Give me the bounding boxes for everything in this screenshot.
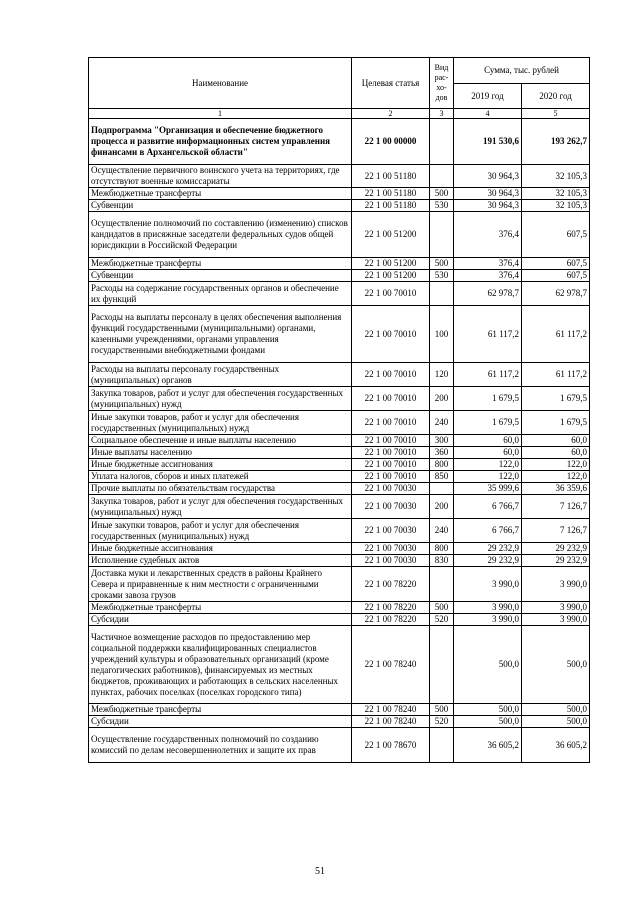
row-target-article: 22 1 00 70030	[352, 543, 430, 555]
row-expense-type	[430, 165, 454, 188]
page-number: 51	[315, 866, 325, 877]
row-target-article: 22 1 00 70030	[352, 495, 430, 519]
budget-table	[88, 57, 590, 763]
row-name: Исполнение судебных актов	[89, 555, 352, 567]
row-expense-type	[430, 483, 454, 495]
table-row	[89, 282, 590, 306]
table-row	[89, 543, 590, 555]
row-expense-type: 530	[430, 200, 454, 212]
row-name: Иные выплаты населению	[89, 447, 352, 459]
row-expense-type	[430, 626, 454, 704]
row-name: Социальное обеспечение и иные выплаты населению	[89, 435, 352, 447]
table-row	[89, 258, 590, 270]
row-target-article: 22 1 00 70010	[352, 459, 430, 471]
row-expense-type: 850	[430, 471, 454, 483]
row-name: Расходы на содержание государственных органов и обеспечение их функций	[89, 282, 352, 306]
row-value-2020: 61 117,2	[522, 363, 590, 387]
table-row	[89, 200, 590, 212]
header-expense-type: Вид рас- хо- дов	[430, 58, 454, 109]
row-value-2019: 3 990,0	[454, 602, 522, 614]
table-row	[89, 165, 590, 188]
row-name: Частичное возмещение расходов по предоставлению мер социальной поддержки квалифицированных специалистов учреждений культуры и образовательных организаций (кроме педагогических работников), финансируемых из местных бюджетов, проживающих и работающих в сельских населенных пунктах, рабочих поселках (поселках городского типа)	[89, 626, 352, 704]
row-target-article: 22 1 00 78240	[352, 626, 430, 704]
row-value-2019: 122,0	[454, 471, 522, 483]
row-expense-type: 360	[430, 447, 454, 459]
row-expense-type: 500	[430, 602, 454, 614]
row-expense-type: 240	[430, 519, 454, 543]
row-name: Осуществление государственных полномочий по созданию комиссий по делам несовершеннолетних и защите их прав	[89, 728, 352, 763]
row-target-article: 22 1 00 70030	[352, 555, 430, 567]
row-name: Межбюджетные трансферты	[89, 258, 352, 270]
row-value-2019: 500,0	[454, 704, 522, 716]
row-expense-type: 800	[430, 543, 454, 555]
row-name: Иные бюджетные ассигнования	[89, 459, 352, 471]
table-row	[89, 387, 590, 411]
column-number-3: 3	[430, 109, 454, 119]
row-name: Уплата налогов, сборов и иных платежей	[89, 471, 352, 483]
row-value-2019: 30 964,3	[454, 200, 522, 212]
table-row	[89, 471, 590, 483]
table-row	[89, 119, 590, 165]
table-row	[89, 188, 590, 200]
row-target-article: 22 1 00 70030	[352, 519, 430, 543]
row-target-article: 22 1 00 70010	[352, 282, 430, 306]
row-name: Доставка муки и лекарственных средств в районы Крайнего Севера и приравненные к ним местности с ограниченными сроками завоза грузов	[89, 567, 352, 602]
table-row	[89, 447, 590, 459]
row-value-2019: 29 232,9	[454, 555, 522, 567]
row-target-article: 22 1 00 78220	[352, 567, 430, 602]
row-value-2020: 29 232,9	[522, 543, 590, 555]
header-sum: Сумма, тыс. рублей	[454, 58, 590, 84]
row-value-2020: 3 990,0	[522, 614, 590, 626]
table-row	[89, 495, 590, 519]
row-target-article: 22 1 00 70010	[352, 363, 430, 387]
row-target-article: 22 1 00 70010	[352, 387, 430, 411]
row-value-2019: 62 978,7	[454, 282, 522, 306]
header-year-2020: 2020 год	[522, 84, 590, 109]
row-value-2020: 607,5	[522, 258, 590, 270]
row-expense-type: 520	[430, 716, 454, 728]
row-expense-type: 240	[430, 411, 454, 435]
row-target-article: 22 1 00 78240	[352, 716, 430, 728]
row-target-article: 22 1 00 78220	[352, 602, 430, 614]
table-row	[89, 212, 590, 258]
table-row	[89, 306, 590, 363]
row-value-2020: 60,0	[522, 447, 590, 459]
row-value-2020: 1 679,5	[522, 411, 590, 435]
row-value-2020: 29 232,9	[522, 555, 590, 567]
row-value-2020: 62 978,7	[522, 282, 590, 306]
row-name: Межбюджетные трансферты	[89, 704, 352, 716]
row-expense-type: 500	[430, 258, 454, 270]
table-row	[89, 614, 590, 626]
row-name: Подпрограмма "Организация и обеспечение бюджетного процесса и развитие информационных систем управления финансами в Архангельской области"	[89, 119, 352, 165]
row-expense-type: 530	[430, 270, 454, 282]
row-value-2019: 376,4	[454, 258, 522, 270]
row-value-2019: 500,0	[454, 626, 522, 704]
row-expense-type: 830	[430, 555, 454, 567]
row-expense-type	[430, 212, 454, 258]
row-value-2020: 32 105,3	[522, 165, 590, 188]
row-target-article: 22 1 00 78670	[352, 728, 430, 763]
row-target-article: 22 1 00 51180	[352, 200, 430, 212]
row-value-2019: 1 679,5	[454, 411, 522, 435]
row-expense-type	[430, 119, 454, 165]
row-name: Субвенции	[89, 200, 352, 212]
table-row	[89, 716, 590, 728]
row-expense-type	[430, 282, 454, 306]
row-name: Расходы на выплаты персоналу государственных (муниципальных) органов	[89, 363, 352, 387]
row-name: Субвенции	[89, 270, 352, 282]
column-number-5: 5	[522, 109, 590, 119]
table-row	[89, 704, 590, 716]
row-value-2019: 61 117,2	[454, 363, 522, 387]
row-value-2019: 376,4	[454, 212, 522, 258]
row-value-2019: 1 679,5	[454, 387, 522, 411]
row-target-article: 22 1 00 51200	[352, 270, 430, 282]
row-value-2019: 6 766,7	[454, 495, 522, 519]
row-expense-type: 120	[430, 363, 454, 387]
column-number-1: 1	[89, 109, 352, 119]
row-target-article: 22 1 00 00000	[352, 119, 430, 165]
row-value-2019: 122,0	[454, 459, 522, 471]
row-value-2019: 30 964,3	[454, 165, 522, 188]
table-row	[89, 459, 590, 471]
row-name: Субсидии	[89, 716, 352, 728]
row-value-2020: 7 126,7	[522, 519, 590, 543]
row-value-2020: 1 679,5	[522, 387, 590, 411]
row-expense-type: 500	[430, 188, 454, 200]
row-value-2019: 3 990,0	[454, 567, 522, 602]
row-value-2020: 7 126,7	[522, 495, 590, 519]
row-value-2019: 60,0	[454, 447, 522, 459]
column-number-4: 4	[454, 109, 522, 119]
header-name: Наименование	[89, 58, 352, 109]
row-name: Прочие выплаты по обязательствам государства	[89, 483, 352, 495]
row-value-2019: 35 999,6	[454, 483, 522, 495]
row-value-2020: 36 359,6	[522, 483, 590, 495]
row-name: Субсидии	[89, 614, 352, 626]
row-target-article: 22 1 00 51180	[352, 165, 430, 188]
row-name: Иные бюджетные ассигнования	[89, 543, 352, 555]
row-name: Иные закупки товаров, работ и услуг для обеспечения государственных (муниципальных) нужд	[89, 519, 352, 543]
row-name: Осуществление полномочий по составлению (изменению) списков кандидатов в присяжные заседатели федеральных судов общей юрисдикции в Российской Федерации	[89, 212, 352, 258]
row-value-2020: 32 105,3	[522, 188, 590, 200]
row-value-2020: 193 262,7	[522, 119, 590, 165]
table-row	[89, 602, 590, 614]
row-expense-type: 520	[430, 614, 454, 626]
row-target-article: 22 1 00 51200	[352, 258, 430, 270]
row-expense-type: 100	[430, 306, 454, 363]
row-expense-type	[430, 728, 454, 763]
row-value-2019: 30 964,3	[454, 188, 522, 200]
row-value-2019: 29 232,9	[454, 543, 522, 555]
row-value-2020: 607,5	[522, 212, 590, 258]
row-target-article: 22 1 00 70010	[352, 306, 430, 363]
row-value-2020: 3 990,0	[522, 567, 590, 602]
row-value-2020: 61 117,2	[522, 306, 590, 363]
row-value-2019: 61 117,2	[454, 306, 522, 363]
row-target-article: 22 1 00 51180	[352, 188, 430, 200]
row-value-2019: 3 990,0	[454, 614, 522, 626]
row-expense-type: 200	[430, 495, 454, 519]
row-value-2020: 122,0	[522, 471, 590, 483]
row-value-2020: 500,0	[522, 704, 590, 716]
row-expense-type: 500	[430, 704, 454, 716]
row-value-2019: 36 605,2	[454, 728, 522, 763]
row-target-article: 22 1 00 51200	[352, 212, 430, 258]
table-row	[89, 555, 590, 567]
row-target-article: 22 1 00 70010	[352, 435, 430, 447]
column-number-2: 2	[352, 109, 430, 119]
table-row	[89, 411, 590, 435]
row-name: Межбюджетные трансферты	[89, 188, 352, 200]
row-value-2020: 500,0	[522, 626, 590, 704]
table-row	[89, 519, 590, 543]
row-target-article: 22 1 00 78240	[352, 704, 430, 716]
header-year-2019: 2019 год	[454, 84, 522, 109]
row-name: Осуществление первичного воинского учета на территориях, где отсутствуют военные комиссариаты	[89, 165, 352, 188]
row-value-2020: 32 105,3	[522, 200, 590, 212]
row-name: Расходы на выплаты персоналу в целях обеспечения выполнения функций государственными (муниципальными) органами, казенными учреждениями, органами управления государственными внебюджетными фондами	[89, 306, 352, 363]
row-target-article: 22 1 00 70010	[352, 411, 430, 435]
table-row	[89, 483, 590, 495]
table-row	[89, 435, 590, 447]
row-name: Межбюджетные трансферты	[89, 602, 352, 614]
row-value-2020: 60,0	[522, 435, 590, 447]
table-row	[89, 567, 590, 602]
header-target-article: Целевая статья	[352, 58, 430, 109]
row-target-article: 22 1 00 78220	[352, 614, 430, 626]
row-value-2019: 500,0	[454, 716, 522, 728]
table-row	[89, 626, 590, 704]
row-name: Иные закупки товаров, работ и услуг для обеспечения государственных (муниципальных) нужд	[89, 411, 352, 435]
row-target-article: 22 1 00 70030	[352, 483, 430, 495]
table-row	[89, 363, 590, 387]
row-expense-type	[430, 567, 454, 602]
row-name: Закупка товаров, работ и услуг для обеспечения государственных (муниципальных) нужд	[89, 495, 352, 519]
row-value-2019: 60,0	[454, 435, 522, 447]
row-target-article: 22 1 00 70010	[352, 471, 430, 483]
table-row	[89, 270, 590, 282]
row-value-2019: 376,4	[454, 270, 522, 282]
row-value-2019: 6 766,7	[454, 519, 522, 543]
row-value-2019: 191 530,6	[454, 119, 522, 165]
table-row	[89, 728, 590, 763]
row-target-article: 22 1 00 70010	[352, 447, 430, 459]
row-expense-type: 800	[430, 459, 454, 471]
row-value-2020: 3 990,0	[522, 602, 590, 614]
row-name: Закупка товаров, работ и услуг для обеспечения государственных (муниципальных) нужд	[89, 387, 352, 411]
row-value-2020: 607,5	[522, 270, 590, 282]
row-value-2020: 122,0	[522, 459, 590, 471]
row-value-2020: 36 605,2	[522, 728, 590, 763]
row-expense-type: 200	[430, 387, 454, 411]
row-expense-type: 300	[430, 435, 454, 447]
row-value-2020: 500,0	[522, 716, 590, 728]
